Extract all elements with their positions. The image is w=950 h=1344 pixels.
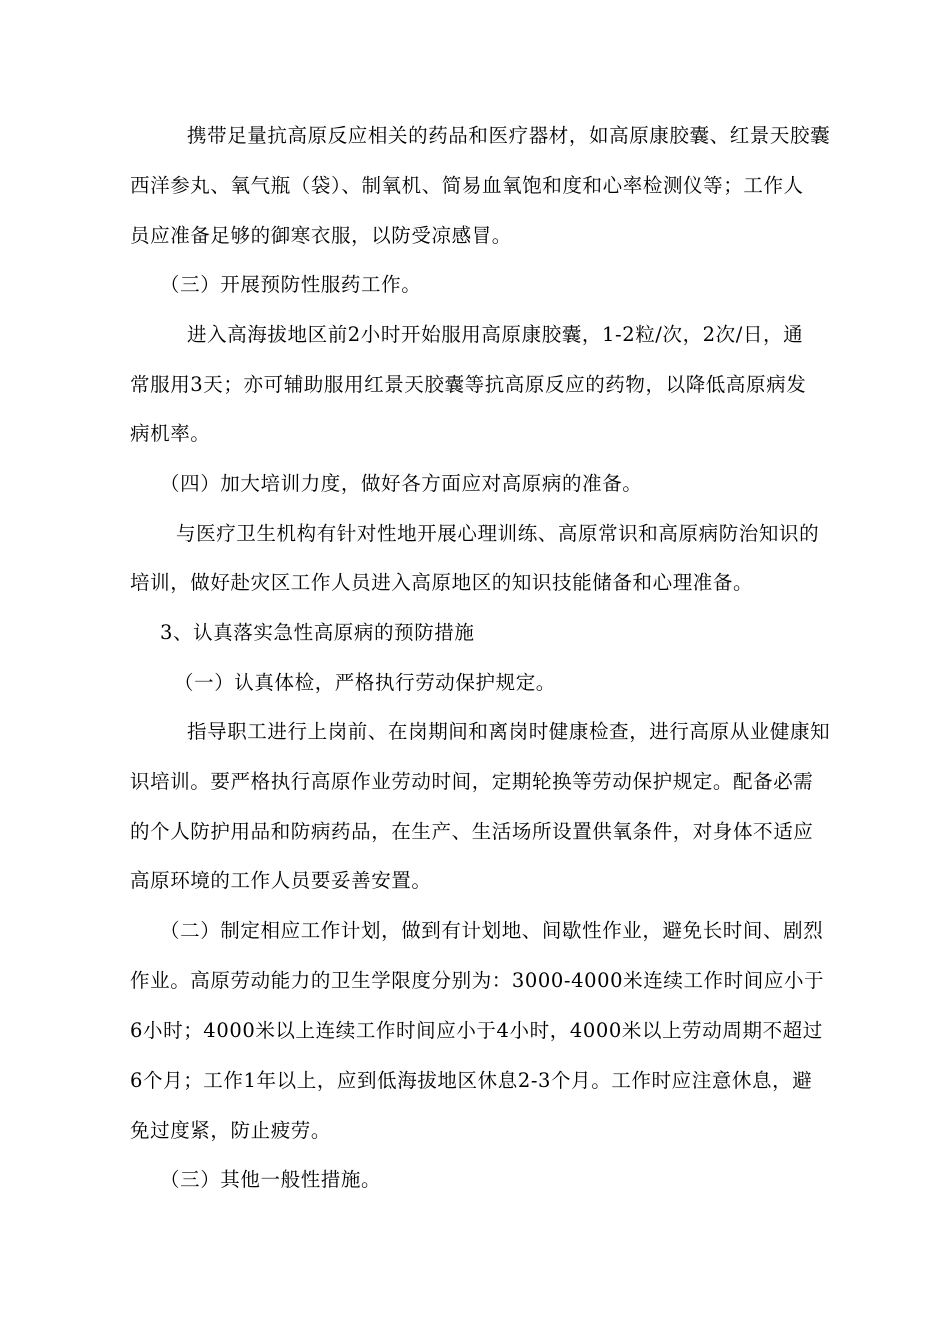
paragraph-line: 携带足量抗高原反应相关的药品和医疗器材，如高原康胶囊、红景天胶囊 bbox=[187, 124, 831, 147]
paragraph-line: 进入高海拔地区前2小时开始服用高原康胶囊，1-2粒/次，2次/日，通 bbox=[187, 323, 804, 346]
paragraph-line: （二）制定相应工作计划，做到有计划地、间歇性作业，避免长时间、剧烈 bbox=[160, 919, 824, 942]
paragraph-line: 病机率。 bbox=[130, 422, 211, 445]
paragraph-line: 作业。高原劳动能力的卫生学限度分别为：3000-4000米连续工作时间应小于 bbox=[130, 969, 825, 992]
paragraph-line: 识培训。要严格执行高原作业劳动时间，定期轮换等劳动保护规定。配备必需 bbox=[130, 770, 814, 793]
paragraph-line: 西洋参丸、氧气瓶（袋）、制氧机、简易血氧饱和度和心率检测仪等；工作人 bbox=[130, 174, 804, 197]
paragraph-line: 6小时；4000米以上连续工作时间应小于4小时，4000米以上劳动周期不超过 bbox=[130, 1019, 823, 1042]
section-heading: （三）其他一般性措施。 bbox=[160, 1168, 382, 1191]
section-heading: （四）加大培训力度，做好各方面应对高原病的准备。 bbox=[160, 472, 643, 495]
paragraph-line: 指导职工进行上岗前、在岗期间和离岗时健康检查，进行高原从业健康知 bbox=[187, 720, 831, 743]
paragraph-line: 高原环境的工作人员要妥善安置。 bbox=[130, 869, 432, 892]
paragraph-line: 与医疗卫生机构有针对性地开展心理训练、高原常识和高原病防治知识的 bbox=[176, 522, 820, 545]
section-heading: （一）认真体检，严格执行劳动保护规定。 bbox=[174, 671, 556, 694]
section-heading: （三）开展预防性服药工作。 bbox=[160, 273, 422, 296]
paragraph-line: 的个人防护用品和防病药品，在生产、生活场所设置供氧条件，对身体不适应 bbox=[130, 820, 814, 843]
paragraph-line: 6个月；工作1年以上，应到低海拔地区休息2-3个月。工作时应注意休息，避 bbox=[130, 1069, 813, 1092]
section-heading: 3、认真落实急性高原病的预防措施 bbox=[160, 621, 475, 644]
paragraph-line: 培训，做好赴灾区工作人员进入高原地区的知识技能储备和心理准备。 bbox=[130, 571, 754, 594]
paragraph-line: 常服用3天；亦可辅助服用红景天胶囊等抗高原反应的药物，以降低高原病发 bbox=[130, 373, 807, 396]
paragraph-line: 免过度紧，防止疲劳。 bbox=[130, 1119, 332, 1142]
paragraph-line: 员应准备足够的御寒衣服，以防受凉感冒。 bbox=[130, 224, 512, 247]
